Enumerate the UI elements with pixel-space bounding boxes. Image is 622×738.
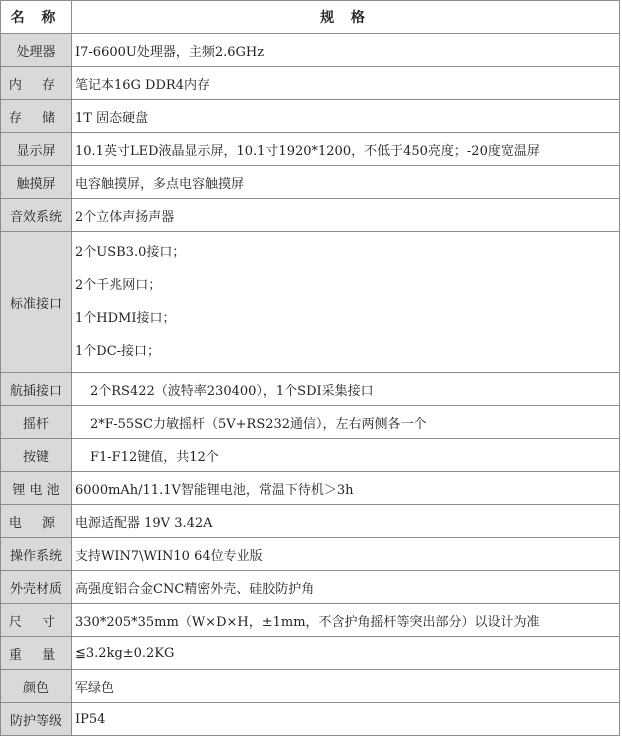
table-row: [1, 232, 620, 373]
row-name: 存 储: [1, 100, 72, 133]
row-value: ≦3.2kg±0.2KG: [72, 637, 620, 670]
row-value: 2*F-55SC力敏摇杆（5V+RS232通信），左右两侧各一个: [72, 406, 620, 439]
table-row: [1, 100, 620, 133]
row-value: 2个立体声扬声器: [72, 199, 620, 232]
table-row: [1, 133, 620, 166]
table-row: [1, 472, 620, 505]
table-row: [1, 373, 620, 406]
row-name: 音效系统: [1, 199, 72, 232]
table-row: [1, 67, 620, 100]
header-row: [1, 1, 620, 34]
row-value: F1-F12键值，共12个: [72, 439, 620, 472]
row-name: 标准接口: [1, 232, 72, 373]
row-name: 航插接口: [1, 373, 72, 406]
row-value: IP54: [72, 703, 620, 736]
table-row: [1, 604, 620, 637]
table-row: [1, 439, 620, 472]
row-value: 笔记本16G DDR4内存: [72, 67, 620, 100]
row-value: 6000mAh/11.1V智能锂电池，常温下待机＞3h: [72, 472, 620, 505]
table-row: [1, 703, 620, 736]
row-name: 外壳材质: [1, 571, 72, 604]
table-row: [1, 538, 620, 571]
table-row: [1, 34, 620, 67]
row-name: 触摸屏: [1, 166, 72, 199]
list-item: 1个HDMI接口；: [75, 311, 176, 326]
row-name: 显示屏: [1, 133, 72, 166]
row-value: 支持WIN7\WIN10 64位专业版: [72, 538, 620, 571]
table-row: [1, 571, 620, 604]
row-value: 高强度铝合金CNC精密外壳、硅胶防护角: [72, 571, 620, 604]
row-name: 按键: [1, 439, 72, 472]
row-value: 2个RS422（波特率230400），1个SDI采集接口: [72, 373, 620, 406]
header-name: 名 称: [1, 1, 72, 34]
table-row: [1, 637, 620, 670]
table-row: [1, 199, 620, 232]
row-name: 锂 电 池: [1, 472, 72, 505]
row-name: 尺 寸: [1, 604, 72, 637]
list-item: 2个千兆网口；: [75, 278, 162, 293]
header-spec: 规 格: [72, 1, 620, 34]
row-value: 10.1英寸LED液晶显示屏，10.1寸1920*1200，不低于450亮度；-20度宽温屏: [72, 133, 620, 166]
row-name: 防护等级: [1, 703, 72, 736]
row-value-list: [72, 232, 620, 373]
row-value: 1T 固态硬盘: [72, 100, 620, 133]
row-value: 电源适配器 19V 3.42A: [72, 505, 620, 538]
table-row: [1, 670, 620, 703]
row-name: 颜色: [1, 670, 72, 703]
row-name: 摇杆: [1, 406, 72, 439]
row-value: 军绿色: [72, 670, 620, 703]
row-value: 电容触摸屏，多点电容触摸屏: [72, 166, 620, 199]
list-item: 2个USB3.0接口；: [75, 245, 186, 260]
table-row: [1, 406, 620, 439]
row-name: 重 量: [1, 637, 72, 670]
table-row: [1, 505, 620, 538]
row-name: 内 存: [1, 67, 72, 100]
row-name: 电 源: [1, 505, 72, 538]
row-name: 操作系统: [1, 538, 72, 571]
table-row: [1, 166, 620, 199]
row-value: 330*205*35mm（W×D×H，±1mm，不含护角摇杆等突出部分）以设计为准: [72, 604, 620, 637]
row-name: 处理器: [1, 34, 72, 67]
list-item: 1个DC-接口；: [75, 344, 161, 359]
row-value: I7-6600U处理器，主频2.6GHz: [72, 34, 620, 67]
